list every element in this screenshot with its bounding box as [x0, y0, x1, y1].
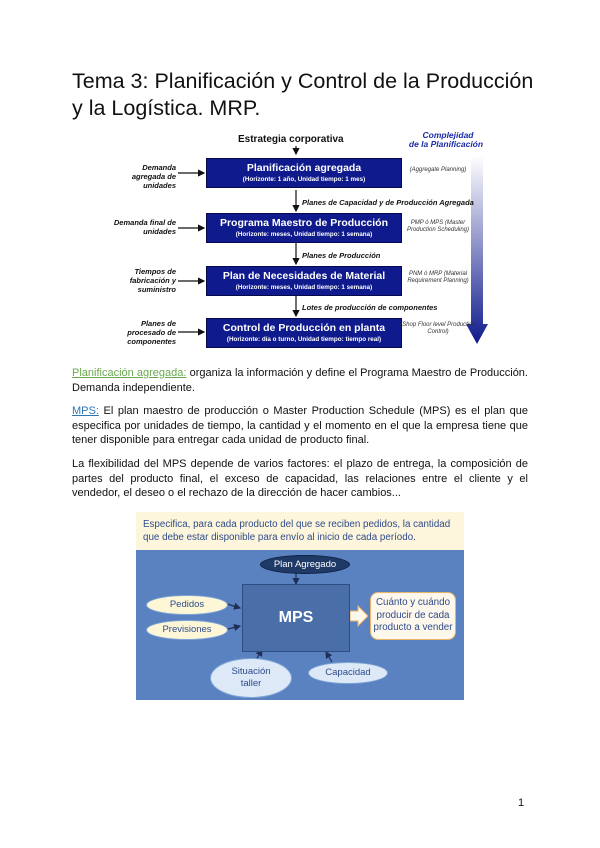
mps-node: MPS: [242, 584, 350, 652]
corporate-strategy-label: Estrategia corporativa: [238, 134, 344, 145]
page-number: 1: [518, 797, 525, 809]
mps-caption: Especifica, para cada producto del que se reciben pedidos, la cantidad que debe estar disponible para envío al inicio de cada período.: [136, 512, 464, 550]
right-label-aggregate: (Aggregate Planning): [409, 167, 467, 173]
mps-diagram: [136, 512, 464, 700]
right-label-shop-floor: (Shop Floor level Production Control): [400, 322, 476, 335]
box-title: Control de Producción en planta: [222, 322, 386, 334]
left-label-final-demand: Demanda final de unidades: [113, 218, 176, 236]
complexity-label-sub: de la Planificación: [408, 139, 484, 149]
flow-label-2: Planes de Producción: [302, 251, 381, 260]
page-title: Tema 3: Planificación y Control de la Producción y la Logística. MRP.: [72, 69, 534, 120]
flow-label-1: Planes de Capacidad y de Producción Agregada: [302, 198, 474, 207]
right-label-mps: PMP ó MPS (Master Production Scheduling): [406, 220, 470, 233]
box-title: Planificación agregada: [246, 162, 362, 174]
situacion-line-2: taller: [240, 678, 262, 689]
paragraph-text: organiza la información y define el Programa Maestro de Producción. Demanda independiente.: [72, 367, 528, 394]
box-aggregate-planning: [206, 158, 402, 188]
capacidad-node: Capacidad: [308, 662, 388, 684]
plan-agregado-node: Plan Agregado: [260, 555, 350, 574]
box-subtitle: (Horizonte: meses, Unidad tiempo: 1 semana): [235, 231, 373, 238]
paragraph-aggregate-planning: [72, 366, 528, 395]
complexity-label: Complejidad: [422, 130, 474, 140]
box-material-requirements: [206, 266, 402, 296]
box-shop-floor-control: [206, 318, 402, 348]
result-line-3: producto a vender: [373, 622, 453, 633]
paragraph-mps-flexibility: La flexibilidad del MPS depende de varios factores: el plazo de entrega, la composición de partes del producto final, el exceso de capacidad, las relaciones entre el cliente y el vendedor, el deseo o el rechazo de la dirección de hacer cambios...: [72, 458, 528, 500]
planning-hierarchy-diagram: [113, 130, 488, 350]
paragraph-text: El plan maestro de producción o Master Production Schedule (MPS) es el plan que especifica por unidades de tiempo, la cantidad y el momento en el que la empresa tiene que tener disponible para entregar cada unidad de producto final.: [72, 405, 528, 447]
right-label-mrp: PNM ó MRP (Material Requirement Planning): [407, 271, 469, 284]
term-mps: MPS:: [72, 405, 99, 417]
situacion-line-1: Situación: [231, 666, 271, 677]
mps-panel: [136, 550, 464, 700]
box-master-schedule: [206, 213, 402, 243]
flow-label-3: Lotes de producción de componentes: [302, 303, 438, 312]
complexity-arrow: [466, 156, 488, 344]
previsiones-node: Previsiones: [146, 620, 228, 640]
left-label-times: Tiempos de fabricación y suministro: [129, 267, 176, 294]
box-title: Plan de Necesidades de Material: [222, 270, 386, 282]
situacion-taller-node: [210, 658, 292, 698]
term-aggregate-planning: Planificación agregada:: [72, 367, 187, 379]
left-label-aggregate-demand: Demanda agregada de unidades: [131, 163, 176, 190]
pedidos-node: Pedidos: [146, 595, 228, 615]
box-title: Programa Maestro de Producción: [219, 217, 389, 229]
result-node: [370, 592, 456, 640]
box-subtitle: (Horizonte: día o turno, Unidad tiempo: tiempo real): [226, 336, 382, 343]
left-label-component-plans: Planes de procesado de componentes: [127, 319, 176, 346]
box-subtitle: (Horizonte: meses, Unidad tiempo: 1 semana): [235, 284, 373, 291]
result-line-2: producir de cada: [376, 609, 450, 621]
result-line-1: Cuánto y cuándo: [375, 597, 451, 608]
box-subtitle: (Horizonte: 1 año, Unidad tiempo: 1 mes): [242, 176, 366, 183]
paragraph-mps: [72, 404, 528, 448]
